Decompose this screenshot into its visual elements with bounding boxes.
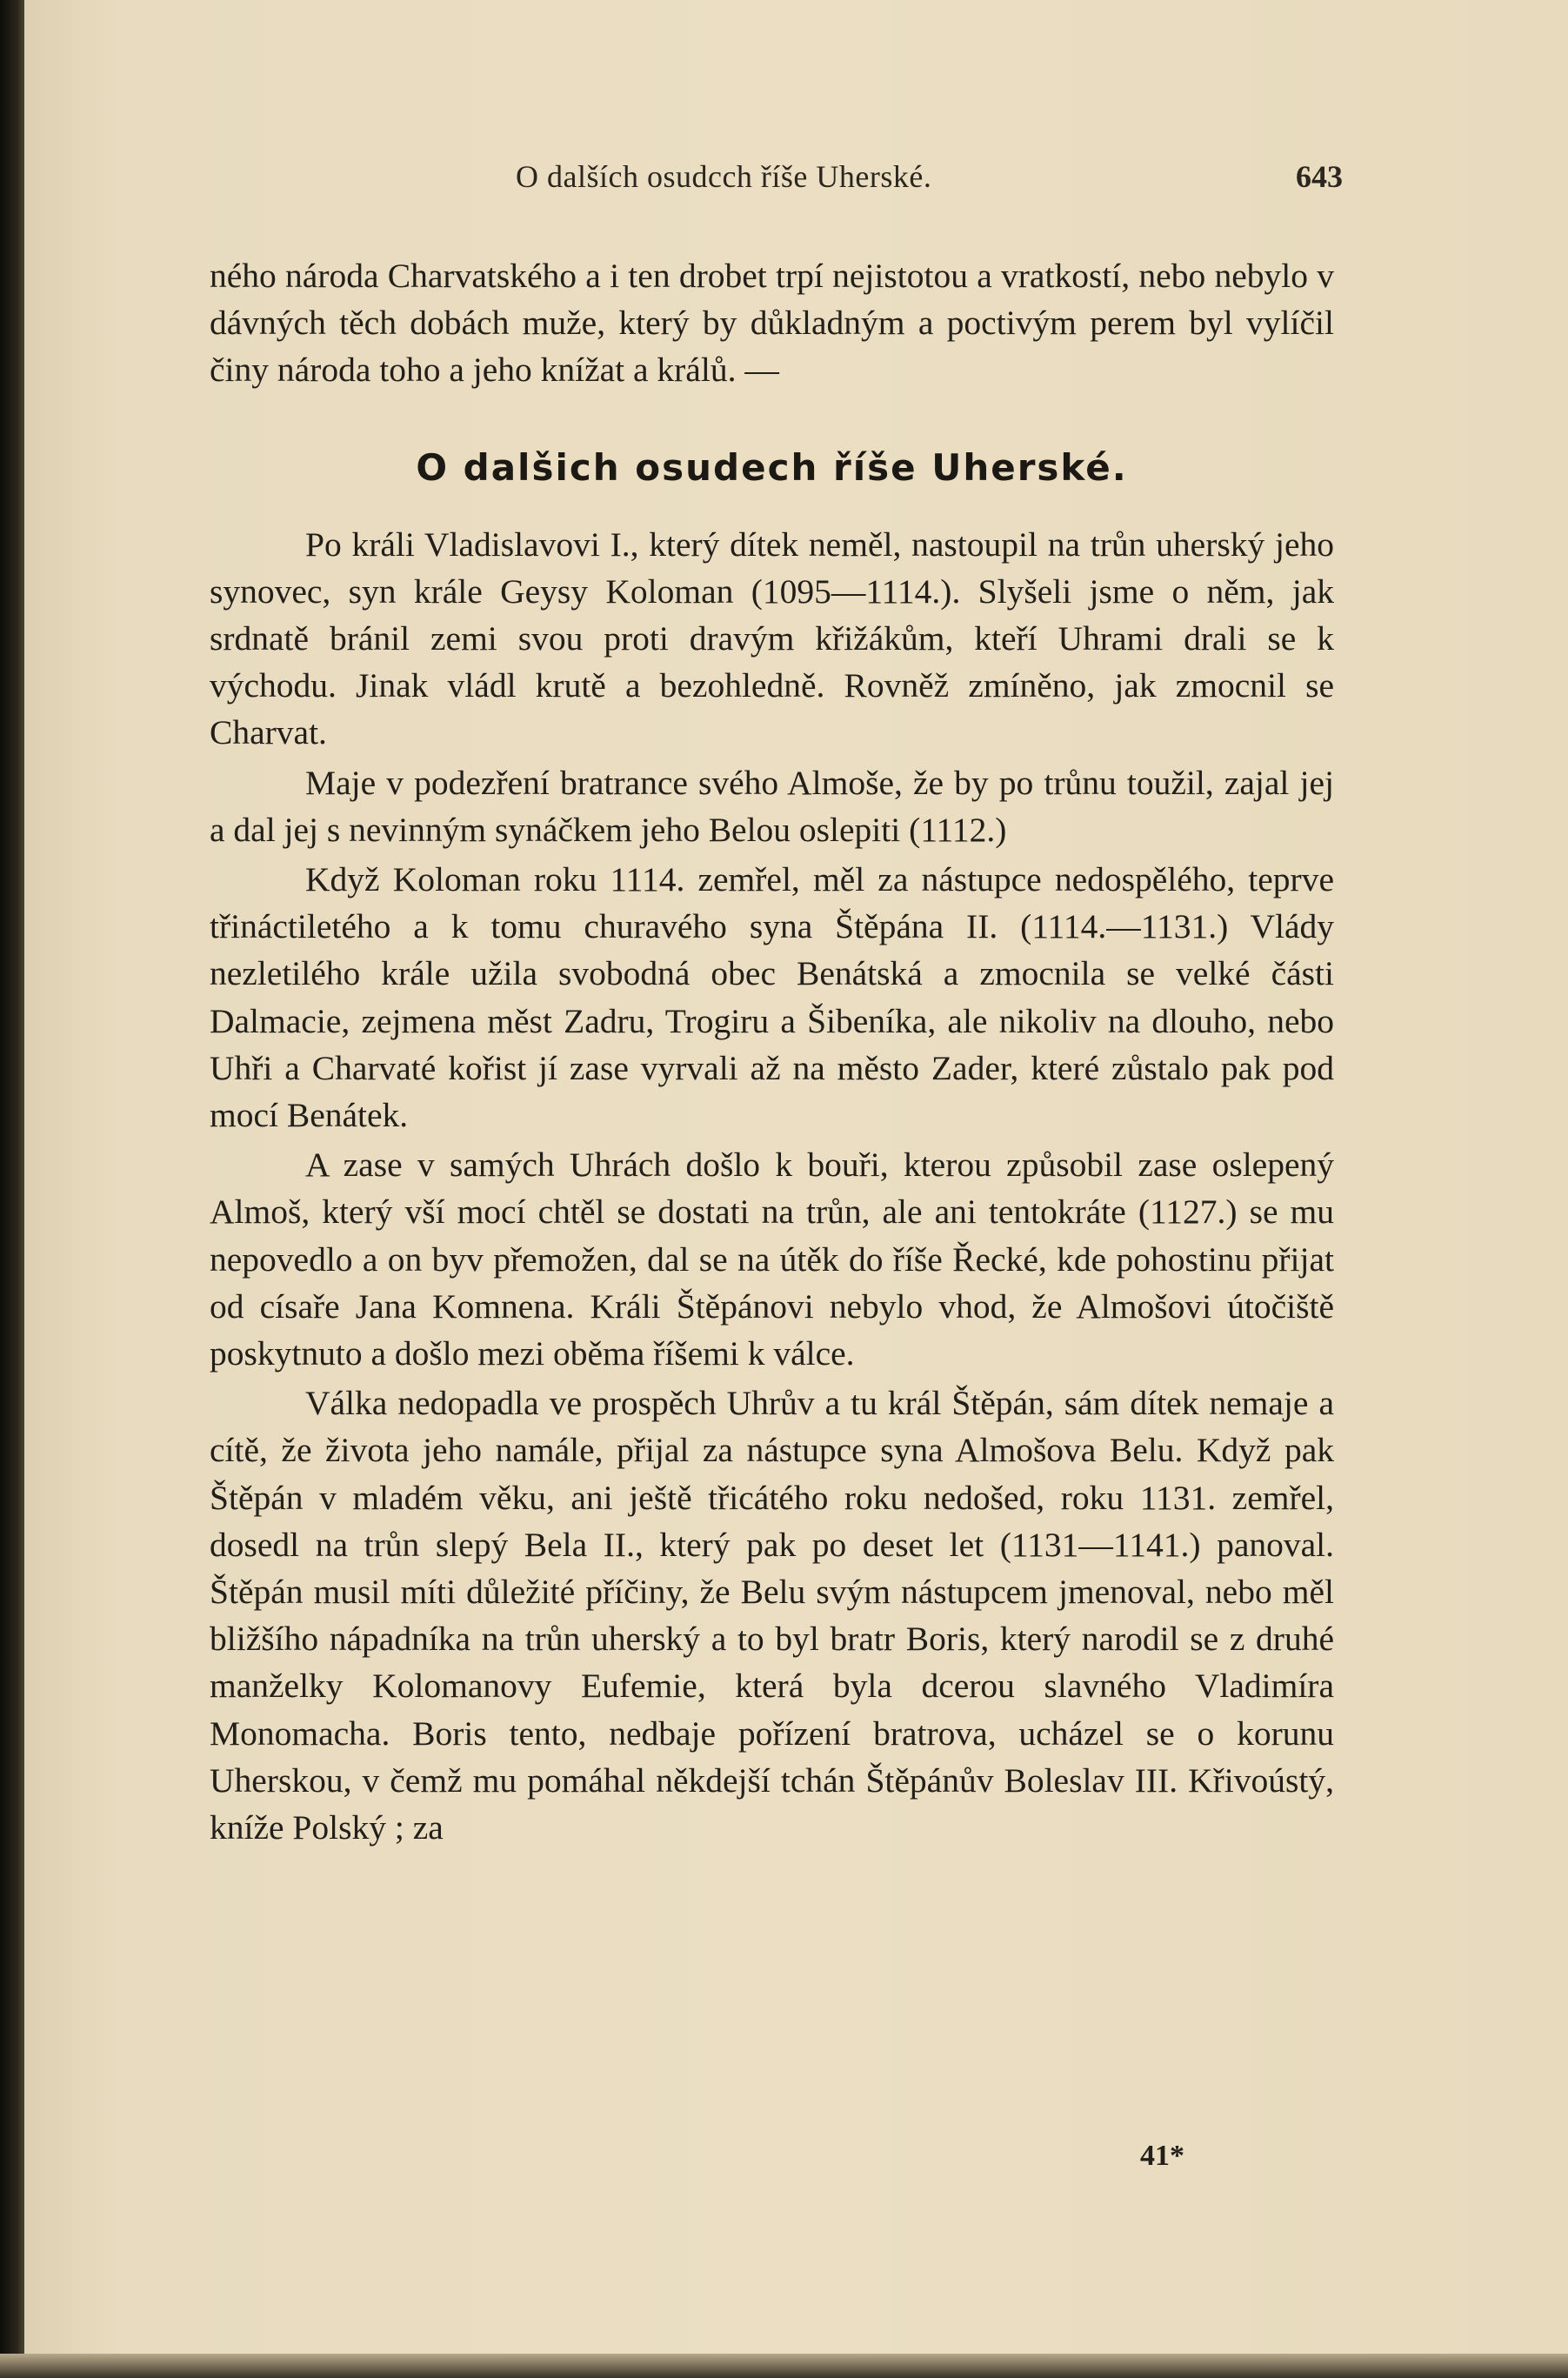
intro-paragraph: ného národa Charvatského a i ten drobet trpí nejistotou a vratkostí, nebo nebylo v dávných těch dobách muže, který by důkladným a poctivým perem byl vylíčil činy národa toho a jeho knížat a králů. —: [210, 257, 1334, 390]
page-bottom-edge: [0, 2354, 1568, 2378]
paragraph-1: Po králi Vladislavovi I., který dítek neměl, nastoupil na trůn uherský jeho synovec, syn krále Geysy Koloman (1095—1114.). Slyšeli jsme o něm, jak srdnatě bránil zemi svou proti dravým křižákům, kteří Uhrami drali se k východu. Jinak vládl krutě a bezohledně. Rovněž zmíněno, jak zmocnil se Charvat.: [210, 524, 1334, 752]
paragraph-2: Maje v podezření bratrance svého Almoše, že by po trůnu toužil, zajal jej a dal jej s nevinným synáčkem jeho Belou oslepiti (1112.): [210, 763, 1334, 849]
book-page: [24, 0, 1568, 2378]
book-spine-shadow: [0, 0, 24, 2378]
paragraph-3: Když Koloman roku 1114. zemřel, měl za nástupce nedospělého, teprve třináctiletého a k tomu churavého syna Štěpána II. (1114.—1131.) Vlády nezletilého krále užila svobodná obec Benátská a zmocnila se velké části Dalmacie, zejmena měst Zadru, Trogiru a Šibeníka, ale nikoliv na dlouho, nebo Uhři a Charvaté kořist jí zase vyrvali až na město Zader, které zůstalo pak pod mocí Benátek.: [210, 860, 1334, 1135]
section-heading: O dalšich osudech říše Uherské.: [416, 445, 1128, 489]
running-head-title: O dalších osudcch říše Uherské.: [516, 159, 932, 194]
page-body-text: [210, 252, 1334, 1854]
paragraph-4: A zase v samých Uhrách došlo k bouři, kterou způsobil zase oslepený Almoš, který vší mocí chtěl se dostati na trůn, ale ani tentokráte (1127.) se mu nepovedlo a on byv přemožen, dal se na útěk do říše Řecké, kde pohostinu přijat od císaře Jana Komnena. Králi Štěpánovi nebylo vhod, že Almošovi útočiště poskytnuto a došlo mezi oběma říšemi k válce.: [210, 1146, 1334, 1373]
paragraph-5: Válka nedopadla ve prospěch Uhrův a tu král Štěpán, sám dítek nemaje a cítě, že života jeho namále, přijal za nástupce syna Almošova Belu. Když pak Štěpán v mladém věku, ani ještě třicátého roku nedošed, roku 1131. zemřel, dosedl na trůn slepý Bela II., který pak po deset let (1131—1141.) panoval. Štěpán musil míti důležité příčiny, že Belu svým nástupcem jmenoval, nebo měl bližšího nápadníka na trůn uherský a to byl bratr Boris, který narodil se z druhé manželky Kolomanovy Eufemie, která byla dcerou slavného Vladimíra Monomacha. Boris tento, nedbaje pořízení bratrova, ucházel se o korunu Uherskou, v čemž mu pomáhal někdejší tchán Štěpánův Boleslav III. Křivoústý, kníže Polský ; za: [210, 1384, 1334, 1847]
printer-signature-mark: 41*: [1140, 2140, 1184, 2172]
page-number: 643: [1296, 159, 1343, 194]
